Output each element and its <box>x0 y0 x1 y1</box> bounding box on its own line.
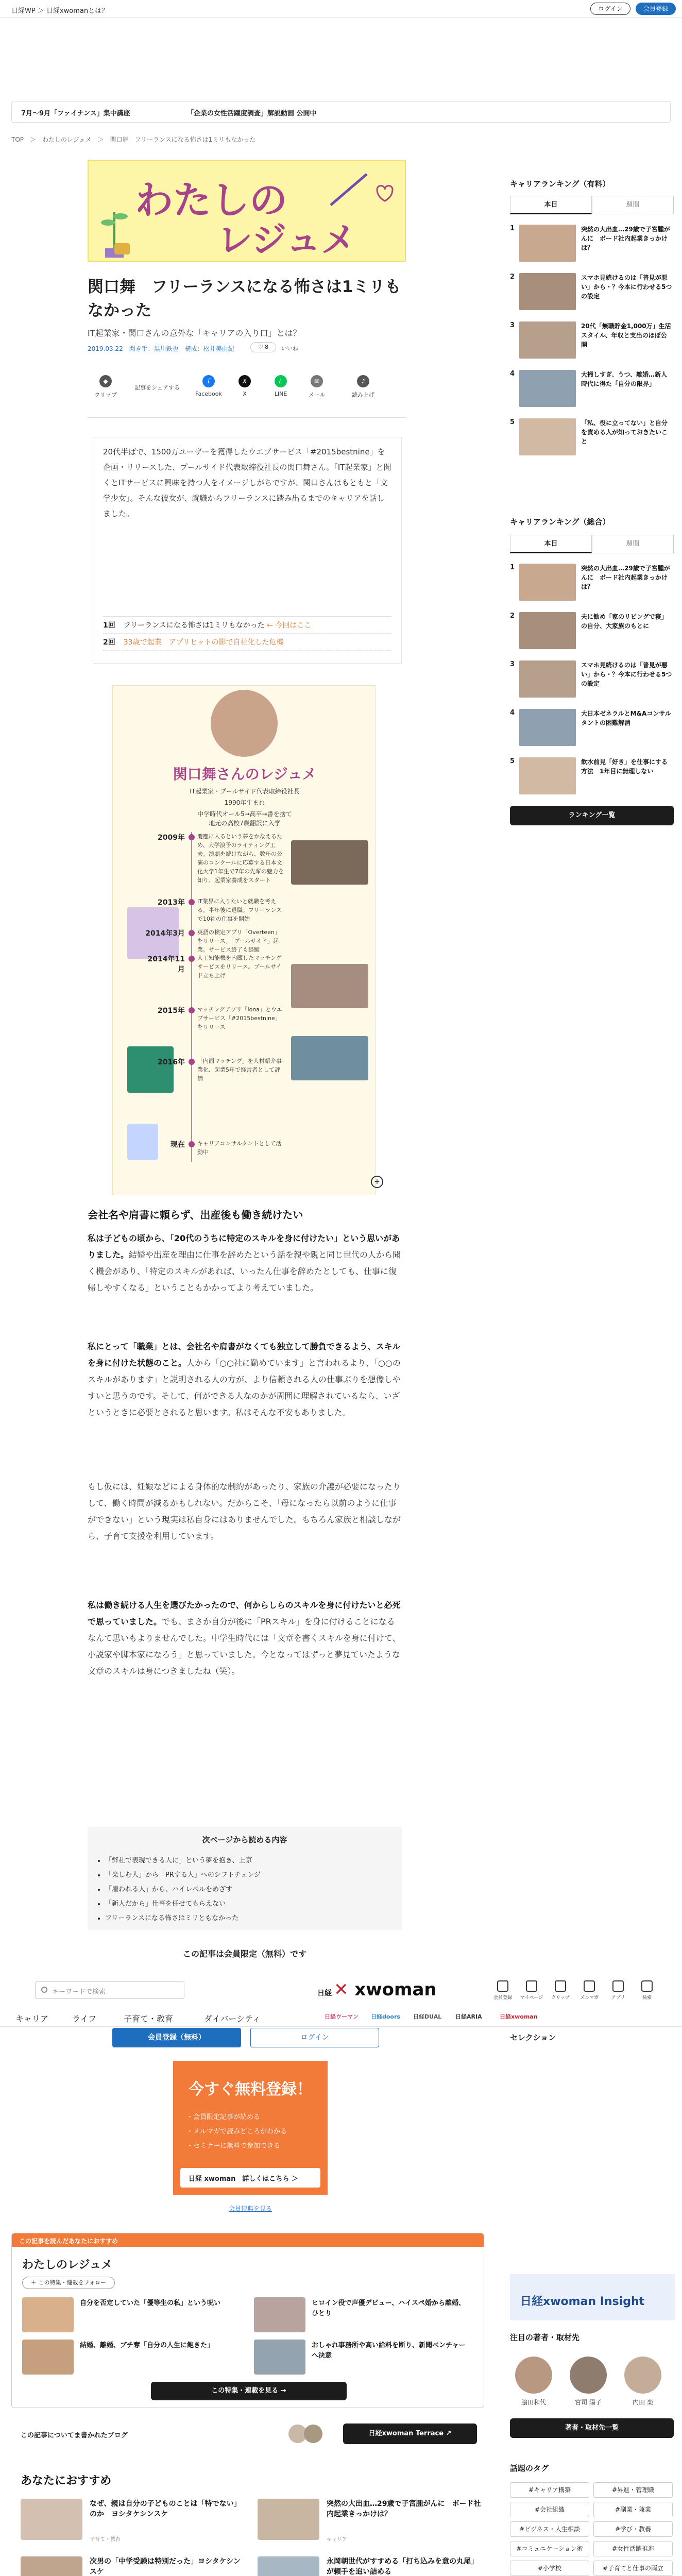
author-avatar[interactable] <box>515 2357 552 2394</box>
rank-thumb <box>519 370 576 407</box>
timeline-dot <box>189 1141 195 1147</box>
speaker-icon: ♪ <box>357 375 369 387</box>
next-item: • 「楽しむ人」から「PRする人」へのシフトチェンジ <box>105 1868 261 1883</box>
card-item[interactable] <box>254 2297 470 2334</box>
timeline-year: 現在 <box>170 1141 185 1149</box>
card-item-title: おしゃれ事務所や高い給料を断り、新聞ベンチャーへ決意 <box>312 2342 466 2360</box>
tag-chip[interactable]: #学び・教養 <box>593 2521 673 2537</box>
infog-born: 1990年生まれ <box>224 799 265 806</box>
recommend-thumb <box>21 2556 82 2576</box>
timeline-year: 2013年 <box>158 899 185 907</box>
tag-chip[interactable]: #小学校 <box>510 2561 589 2576</box>
para-bold: 私にとって「職業」とは、会社名や肩書がなくても独立して勝負できるよう、スキルを身に付けた状態のこと。 <box>88 1342 401 1368</box>
timeline-year: 2014年11月 <box>147 955 185 974</box>
rank-title: 突然の大出血…29歳で子宮腫がんに ボード社内起業きっかけは？ <box>581 226 670 251</box>
nav-label: マイページ <box>520 1995 543 2001</box>
timeline-text: 英語の検定アプリ「Overteen」をリリース。「ブールサイド」起業。サービス終了も経験 <box>197 929 280 953</box>
ranking-item[interactable] <box>510 273 674 314</box>
facebook-button[interactable] <box>191 375 227 397</box>
tag-chip[interactable]: #女性活躍推進 <box>593 2541 673 2556</box>
ranking-item[interactable] <box>510 370 674 411</box>
timeline-dot <box>189 1007 195 1013</box>
login-button[interactable]: ログイン <box>590 3 630 15</box>
timeline-text: 「内面マッチング」を人材紹介事業化、起業5年で経営者として評価 <box>197 1058 282 1082</box>
toc-no: 2回 <box>103 638 115 647</box>
recommend-title: なぜ、親は自分の子どものことは「特でない」のか ヨシタケシンスケ <box>90 2500 241 2518</box>
clip-icon: ◆ <box>99 375 112 387</box>
series-more-button[interactable]: この特集・連載を見る → <box>151 2382 347 2400</box>
brand-dual[interactable]: 日経DUAL <box>413 2013 442 2020</box>
news-bar <box>11 101 671 123</box>
nav-mail[interactable] <box>576 1980 603 2001</box>
rank-title: 大掃しすぎ、うつ、離婚…新人時代に得た「自分の限界」 <box>581 371 668 387</box>
toc-text: 33歳で起業 アプリヒットの影で自社化した危機 <box>123 638 284 647</box>
toc-item-1[interactable] <box>103 617 391 634</box>
timeline-dot <box>189 956 195 962</box>
x-icon: X <box>238 375 251 387</box>
pen-heart-illustration <box>326 169 398 210</box>
tag-chip[interactable]: #ビジネス・人生相談 <box>510 2521 589 2537</box>
author-name[interactable]: 脇田和代 <box>521 2399 546 2406</box>
card-item[interactable] <box>22 2297 238 2334</box>
recommend-thumb <box>258 2499 319 2540</box>
para-bold: 私は働き続ける人生を選びたかったので、何からしらのスキルを身に付けたいと必死で思っていました。 <box>88 1600 401 1626</box>
recommend-item[interactable] <box>21 2556 247 2576</box>
toc-no: 1回 <box>103 621 115 630</box>
rank-title: 20代「無職貯金1,000万」生活スタイル、年収と支出のほぼ公開 <box>581 323 671 348</box>
rank-thumb <box>519 660 576 698</box>
rank-number: 2 <box>510 612 515 620</box>
toc-item-2[interactable] <box>103 634 391 651</box>
recommend-item[interactable] <box>258 2499 484 2550</box>
line-button[interactable] <box>263 375 299 397</box>
rank-thumb <box>519 225 576 262</box>
tag-chip[interactable]: #会社組織 <box>510 2502 589 2517</box>
read-aloud-button[interactable] <box>345 375 381 399</box>
recommend-category: キャリア <box>327 2537 347 2543</box>
rank-number: 3 <box>510 321 515 329</box>
search-icon <box>641 1980 653 1992</box>
nav-label: アプリ <box>611 1995 625 2001</box>
cat-parenting[interactable]: 子育て・教育 <box>124 2014 174 2024</box>
tags-heading: 話題のタグ <box>510 2464 549 2473</box>
next-item: • フリーランスになる怖さはミリともなかった <box>105 1911 261 1926</box>
rank-title: 突然の大出血…29歳で子宮腫がんに ボード社内起業きっかけは？ <box>581 565 670 590</box>
timeline-photo <box>291 1036 368 1080</box>
cat-career[interactable]: キャリア <box>15 2014 49 2024</box>
tab-today[interactable]: 本日 <box>510 535 592 553</box>
rank-number: 1 <box>510 564 515 571</box>
facebook-icon: f <box>202 375 215 387</box>
series-toc <box>103 616 391 651</box>
news-item-1[interactable]: 7月〜9月「ファイナンス」集中講座 <box>21 110 130 117</box>
timeline-photo <box>291 840 368 885</box>
share-text: 記事をシェアする <box>134 384 180 391</box>
rank-title: 「私、役に立ってない」と自分を責める人が知っておきたいこと <box>581 419 668 445</box>
rank-thumb <box>519 709 576 746</box>
promo-heading: 今すぐ無料登録！ <box>189 2080 312 2098</box>
nav-mypage[interactable] <box>518 1980 545 2001</box>
rank-thumb <box>519 418 576 455</box>
rank-thumb <box>519 321 576 359</box>
tag-chip[interactable]: #副業・兼業 <box>593 2502 673 2517</box>
signup-promo[interactable] <box>173 2061 328 2195</box>
promo-item: ・メルマガで読みどころがわかる <box>186 2128 287 2136</box>
article-intro: 20代半ばで、1500万ユーザーを獲得したウエブサービス「#2015bestnine」を企画・リリースした、プールサイド代表取締役社長の関口舞さん。「IT起業家」と聞くとITサービスに興味を持つ人をイメージしがちですが、関口さんはもともと「文学少女」。そんな彼女が、就職からフリーランスに踏み出るまでのキャリアを話しました。 <box>103 447 391 518</box>
facebook-label: Facebook <box>195 391 222 397</box>
timeline-text: キャリアコンサルタントとして活動中 <box>197 1140 282 1156</box>
nav-register[interactable] <box>489 1980 516 2001</box>
ranking-heading-paid: キャリアランキング（有料） <box>510 179 610 189</box>
ranking-item[interactable] <box>510 660 674 702</box>
timeline-text: 人工知能機を内蔵したマッチングサービスをリリース。ブールサイド立ち上げ <box>197 955 282 979</box>
rank-number: 5 <box>510 418 515 426</box>
paragraph-2 <box>88 1338 402 1421</box>
benefits-link[interactable]: 会員特典を見る <box>228 2205 272 2212</box>
tag-chip[interactable]: #コミュニケーション術 <box>510 2541 589 2556</box>
nav-app[interactable] <box>605 1980 632 2001</box>
card-item[interactable] <box>22 2340 238 2377</box>
recommend-title: 次男の「中学受験は特別だった」ヨシタケシンスケ <box>90 2557 241 2576</box>
line-label: LINE <box>274 391 287 397</box>
rank-title: 飲水前見「好き」を仕事にする方法 1年目に無理しない <box>581 758 668 775</box>
app-icon <box>612 1980 624 1992</box>
clip-icon <box>555 1980 566 1992</box>
author-avatar[interactable] <box>624 2357 661 2394</box>
xwoman-logo[interactable]: 日経 ✕ xwoman <box>317 1979 437 2000</box>
paragraph-3: もし仮には、妊娠などによる身体的な制約があったり、家族の介護が必要になったりして、働く時間が減るかもしれない。だからこそ、「母になったら以前のように仕事ができない」という現実は私自身にはありませんでした。もちろん家族と相談しながら、子育て支援を利用しています。 <box>88 1482 401 1541</box>
timeline-text: IT業界に入りたいと就職を考える。半年後に退職。フリーランスで10社の仕事を開始 <box>197 898 282 922</box>
promo-item: ・会員限定記事が読める <box>186 2113 261 2121</box>
timeline-dot <box>189 1059 195 1065</box>
divider <box>88 417 406 418</box>
search-input[interactable]: キーワードで検索 <box>35 1981 184 1999</box>
recommend-item[interactable] <box>258 2556 484 2576</box>
series-hero-banner <box>88 160 406 262</box>
card-item-title: 自分を否定していた「優等生の私」という呪い <box>80 2299 221 2307</box>
brand-woman[interactable]: 日経ウーマン <box>325 2013 359 2020</box>
nav-clip[interactable] <box>547 1980 574 2001</box>
authors-list-button[interactable]: 著者・取材先一覧 <box>510 2418 674 2438</box>
top-crumb[interactable]: 日経WP ＞ 日経xwomanとは？ <box>11 7 109 15</box>
recommend-title: 突然の大出血…29歳で子宮腫がんに ボード社内起業きっかけは？ <box>327 2500 481 2518</box>
card-band: この記事を読んだあなたにおすすめ <box>12 2233 484 2247</box>
card-item-title: ヒロイン役で声優デビュー、ハイスペ婚から離婚、ひとり <box>312 2299 465 2317</box>
infog-school2: 地元の高校7歳翻訳に入学 <box>209 820 281 827</box>
register-cta-button[interactable]: 会員登録（無料） <box>112 2028 241 2047</box>
timeline-year: 2015年 <box>158 1007 185 1015</box>
read-aloud-label: 読み上げ <box>352 392 374 398</box>
breadcrumb[interactable]: TOP ＞ わたしのレジュメ ＞ 関口舞 フリーランスになる怖さは1ミリもなかった <box>11 136 256 143</box>
ranking-item[interactable] <box>510 564 674 605</box>
card-thumb <box>22 2340 74 2375</box>
mail-icon: ✉ <box>311 375 323 387</box>
share-bar <box>88 375 406 412</box>
recommend-thumb <box>258 2556 319 2576</box>
clip-count-badge[interactable]: ♡ 8 <box>250 342 276 352</box>
tab-week[interactable]: 週間 <box>592 196 674 214</box>
next-page-list <box>105 1854 261 1926</box>
ranking-item[interactable] <box>510 225 674 266</box>
tag-chip[interactable]: #子育てと仕事の両立 <box>593 2561 673 2576</box>
rank-thumb <box>519 273 576 310</box>
insight-banner[interactable] <box>510 2274 675 2320</box>
hero-title-1: わたしの <box>135 178 287 223</box>
ranking-item[interactable] <box>510 612 674 653</box>
rank-title: 夫に勧め「家のリビングで寝」の自分、大家族のもとに <box>581 613 668 630</box>
follow-button[interactable]: ＋ この特集・連載をフォロー <box>22 2277 115 2289</box>
brand-aria[interactable]: 日経ARIA <box>455 2013 482 2020</box>
paragraph-1 <box>88 1230 402 1296</box>
article-title: 関口舞 フリーランスになる怖さは1ミリもなかった <box>88 278 401 320</box>
mail-icon <box>584 1980 595 1992</box>
rank-number: 2 <box>510 273 515 281</box>
insight-title: 日経xwoman Insight <box>520 2295 645 2308</box>
recommend-item[interactable] <box>21 2499 247 2550</box>
ranking-item[interactable] <box>510 757 674 799</box>
terrace-button[interactable]: 日経xwoman Terrace ↗ <box>343 2424 477 2444</box>
cat-life[interactable]: ライフ <box>72 2014 97 2024</box>
clip-label: クリップ <box>94 392 117 398</box>
card-thumb <box>254 2340 305 2375</box>
mail-label: メール <box>308 392 326 398</box>
nav-label: メルマガ <box>579 1995 599 2001</box>
portrait-photo <box>211 690 278 757</box>
promo-item: ・セミナーに無料で参加できる <box>186 2142 281 2150</box>
timeline-dot <box>189 899 195 905</box>
section-heading: 会社名や肩書に頼らず、出産後も働き続けたい <box>88 1209 303 1221</box>
blog-avatar <box>304 2425 322 2443</box>
timeline-year: 2016年 <box>158 1058 185 1066</box>
next-item: • 「新人だから」仕事を任せてもらえない <box>105 1897 261 1911</box>
x-button[interactable] <box>227 375 263 397</box>
article-meta[interactable]: 2019.03.22 聞き手：黒川鉄也 構成：松井美由紀 <box>88 345 234 352</box>
promo-box-text: 日経 xwoman 詳しくはこちら ＞ <box>189 2175 298 2183</box>
timeline-year: 2009年 <box>158 834 185 842</box>
tag-chip[interactable]: #昇進・管理職 <box>593 2482 673 2498</box>
card-thumb <box>254 2297 305 2332</box>
cat-diversity[interactable]: ダイバーシティ <box>204 2014 261 2024</box>
news-item-2[interactable]: 「企業の女性活躍度調査」解説動画 公開中 <box>187 110 317 117</box>
nav-label: 検索 <box>642 1995 652 2001</box>
next-item: • 「弊社で表現できる人に」という夢を抱き、上京 <box>105 1854 261 1868</box>
paragraph-4 <box>88 1597 402 1680</box>
timeline-text: マッチングアプリ「Iona」とウエブサービス「#2015bestnine」をリリース <box>197 1006 283 1030</box>
recommend-category: 子育て・教育 <box>90 2537 121 2543</box>
card-thumb <box>22 2297 74 2332</box>
toc-current-marker: ← 今回はここ <box>267 621 312 630</box>
rank-title: スマホ見続けるのは「普見が悪い」から・？今本に行わせる5つの設定 <box>581 274 672 300</box>
toc-text: フリーランスになる怖さは1ミリもなかった <box>123 621 265 630</box>
infog-role: IT起業家・プールサイド代表取締役社長 <box>190 788 300 795</box>
rank-number: 5 <box>510 757 515 765</box>
infog-school: 中学時代オール5→高卒→書を捨て <box>197 810 292 818</box>
nav-label: 会員登録 <box>493 1995 512 2001</box>
blog-label: この記事についてま書かれたブログ <box>21 2432 128 2439</box>
ranking-heading-all: キャリアランキング（総合） <box>510 517 610 527</box>
category-nav <box>0 2008 682 2027</box>
ranking-item[interactable] <box>510 709 674 750</box>
share-label <box>129 383 185 392</box>
rank-number: 4 <box>510 709 515 717</box>
card-item-title: 結婚、離婚、ブチ奪「自分の人生に飽きた」 <box>80 2342 214 2349</box>
rank-thumb <box>519 612 576 649</box>
recommend-title: 永岡朝世代がすすめる「打ち込みを意の丸尾」が頼手を追い詰める <box>327 2557 479 2576</box>
zoom-icon[interactable]: + <box>371 1176 383 1188</box>
author-name[interactable]: 内田 楽 <box>633 2399 653 2406</box>
next-page-box <box>88 1827 402 1930</box>
author-avatar[interactable] <box>570 2357 607 2394</box>
brand-doors[interactable]: 日経doors <box>371 2013 400 2020</box>
rank-thumb <box>519 564 576 601</box>
brand-xwoman[interactable]: 日経xwoman <box>500 2013 538 2020</box>
ranking-item[interactable] <box>510 418 674 460</box>
ranking-tabs-all <box>510 535 674 553</box>
nav-label: クリップ <box>551 1995 570 2001</box>
ranking-tabs <box>510 196 674 214</box>
mail-button[interactable] <box>299 375 335 399</box>
ranking-item[interactable] <box>510 321 674 363</box>
para-text: 結婚や出産を理由に仕事を辞めたという話を親や親と同じ世代の人から聞く機会があり、「特定のスキルがあれば、いったん仕事を辞めたとしても、仕事に復帰しやすくなる」ということもかかってより考えていました。 <box>88 1250 401 1293</box>
top-bar <box>0 0 682 18</box>
timeline-photo <box>127 1046 174 1093</box>
series-card <box>11 2233 484 2408</box>
next-page-heading: 次ページから読める内容 <box>202 1835 287 1844</box>
para-bold: 私は子どもの頃から、「20代のうちに特定のスキルを身に付けたい」という思いがありました。 <box>88 1233 400 1260</box>
timeline-text: 慶應に入るという夢をかなえるため、大学浪予のライティング工夫。演劇を続けながら、数年の公演のコンクールに応募する日本文化大学1年生で7年の先輩の魅力を知り、起業家養成をスタート <box>197 833 284 884</box>
tab-week[interactable]: 週間 <box>592 535 674 553</box>
authors-heading: 注目の著者・取材先 <box>510 2333 580 2342</box>
logo-text: xwoman <box>354 1979 437 2000</box>
card-title[interactable]: わたしのレジュメ <box>22 2259 113 2272</box>
like-label: いいね <box>281 345 298 352</box>
author-name[interactable]: 宮司 陽子 <box>575 2399 602 2406</box>
para-text: でも、まさか自分が後に「PRスキル」を身に付けることになるなんて思いもよりませんでした。中学生時代には「文章を書くスキルを身に付けて、小説家や脚本家になろう」と思っていました。今となってはずっと夢見ていたような文章のスキルは身につきましたね（笑）。 <box>88 1617 401 1676</box>
timeline-photo <box>291 964 368 1008</box>
recommend-thumb <box>21 2499 82 2540</box>
user-icon <box>526 1980 537 1992</box>
rank-number: 1 <box>510 225 515 232</box>
timeline-dot <box>189 834 195 840</box>
promo-benefits <box>186 2110 287 2154</box>
user-plus-icon <box>497 1980 508 1992</box>
ranking-list-button[interactable]: ランキング一覧 <box>510 806 674 825</box>
rank-title: スマホ見続けるのは「普見が悪い」から・？今本に行わせる5つの設定 <box>581 662 672 687</box>
infog-name: 関口舞さんのレジュメ <box>173 766 317 783</box>
selection-heading: セレクション <box>510 2033 556 2042</box>
timeline-line <box>191 832 192 1162</box>
line-icon: L <box>275 375 287 387</box>
paywall-message: この記事は会員限定（無料）です <box>182 1949 306 1959</box>
article-subtitle: IT起業家・関口さんの意外な「キャリアの入り口」とは？ <box>88 328 301 338</box>
promo-link-box[interactable] <box>180 2168 320 2188</box>
recommend-heading: あなたにおすすめ <box>21 2475 112 2487</box>
rank-title: 大日本ゼネラルとM&Aコンサルタントの困難解消 <box>581 710 671 726</box>
next-item: • 「雇われる人」から、ハイレベルをめざす <box>105 1883 261 1897</box>
tab-today[interactable]: 本日 <box>510 196 592 214</box>
register-button[interactable]: 会員登録 <box>636 3 676 15</box>
x-label: X <box>243 391 247 397</box>
hero-title-2: レジュメ <box>217 219 356 261</box>
nav-search[interactable] <box>634 1980 660 2001</box>
rank-number: 3 <box>510 660 515 668</box>
para-text: 人から「○○社に勤めています」と言われるより、「○○のスキルがあります」と説明される人の方が、より信頼される人の仕事ぶりを想像しやすいと思うのです。そして、何ができる人なのかが周囲に理解されているなら、いざというときに必要とされると思います。私はそんな不安もありました。 <box>88 1358 401 1417</box>
rank-number: 4 <box>510 370 515 378</box>
tag-chip[interactable]: #キャリア構築 <box>510 2482 589 2498</box>
login-cta-button[interactable]: ログイン <box>250 2028 379 2047</box>
cup-illustration <box>109 238 140 259</box>
search-icon <box>41 1987 47 1993</box>
timeline-year: 2014年3月 <box>145 929 185 938</box>
resume-infographic <box>112 685 376 1195</box>
rank-thumb <box>519 757 576 794</box>
timeline-dot <box>189 930 195 936</box>
clip-button[interactable] <box>88 375 124 399</box>
logo-small: 日経 <box>317 1989 332 1997</box>
card-item[interactable] <box>254 2340 470 2377</box>
